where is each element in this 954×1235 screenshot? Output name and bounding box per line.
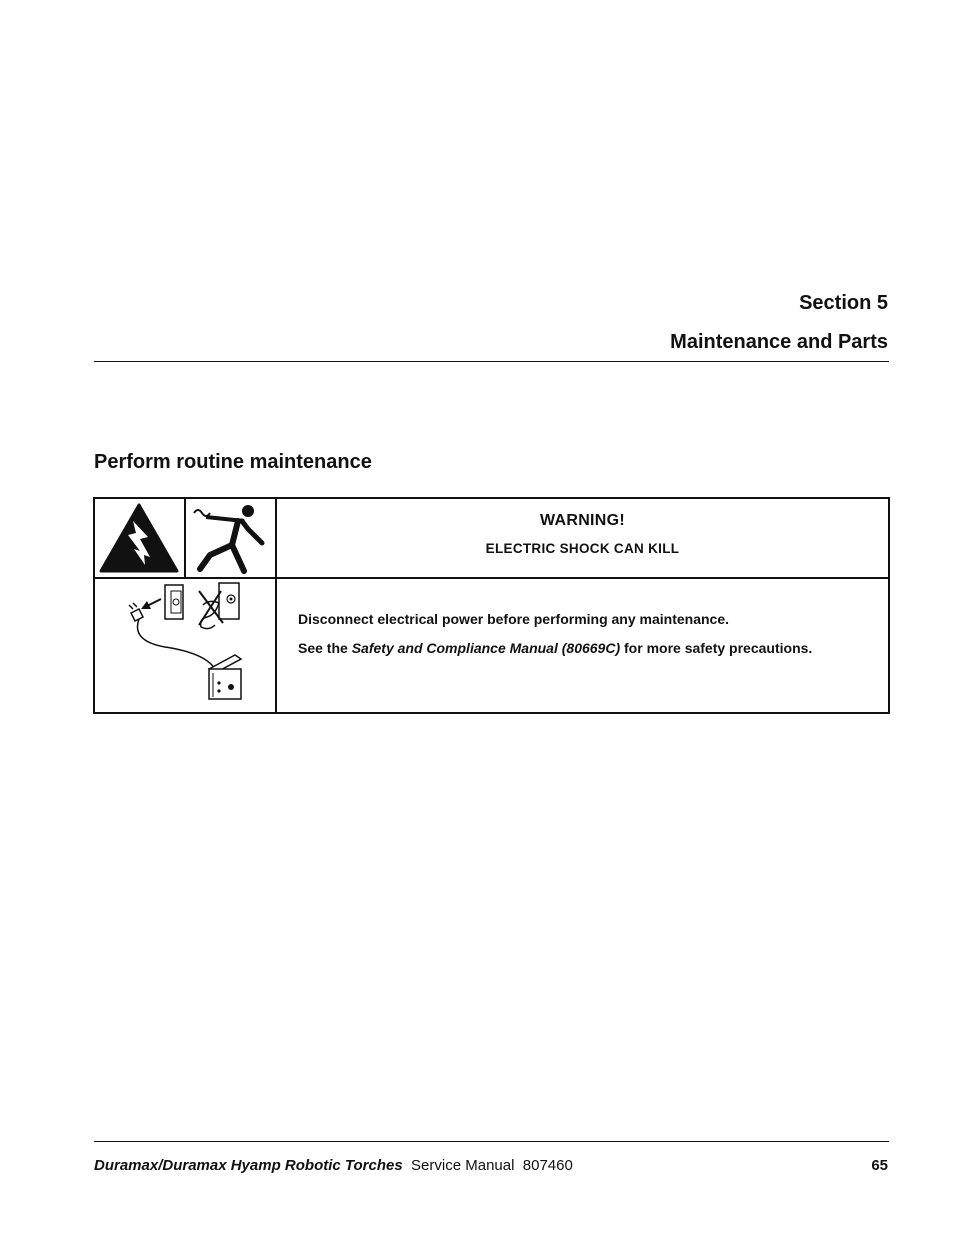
header-rule xyxy=(94,361,889,362)
section-number: Section 5 xyxy=(799,292,888,314)
section-title: Maintenance and Parts xyxy=(670,331,888,353)
lightning-triangle-icon xyxy=(95,499,184,577)
page-number: 65 xyxy=(871,1157,888,1174)
warning-header xyxy=(277,499,888,579)
warning-label: WARNING! xyxy=(539,512,626,529)
warning-box xyxy=(93,497,890,714)
page-heading: Perform routine maintenance xyxy=(94,451,372,473)
unplug-power-icon xyxy=(95,579,275,712)
shock-icon-cell xyxy=(186,499,277,579)
warning-reference: See the Safety and Compliance Manual (80669C) for more safety precautions. xyxy=(298,640,813,656)
footer-doc-type: Service Manual xyxy=(411,1157,515,1174)
manual-reference: Safety and Compliance Manual (80669C) xyxy=(351,640,621,656)
electrocution-icon xyxy=(186,499,275,577)
unplug-icon-cell xyxy=(95,579,277,712)
footer-rule xyxy=(94,1141,889,1142)
warning-body xyxy=(277,579,888,712)
warning-instruction: Disconnect electrical power before performing any maintenance. xyxy=(298,611,730,627)
warning-subtitle: ELECTRIC SHOCK CAN KILL xyxy=(485,541,680,556)
warning-icon-cell xyxy=(95,499,186,579)
footer-product: Duramax/Duramax Hyamp Robotic Torches xyxy=(94,1157,403,1174)
footer-document-info xyxy=(94,1157,573,1174)
footer-doc-number: 807460 xyxy=(522,1157,573,1174)
